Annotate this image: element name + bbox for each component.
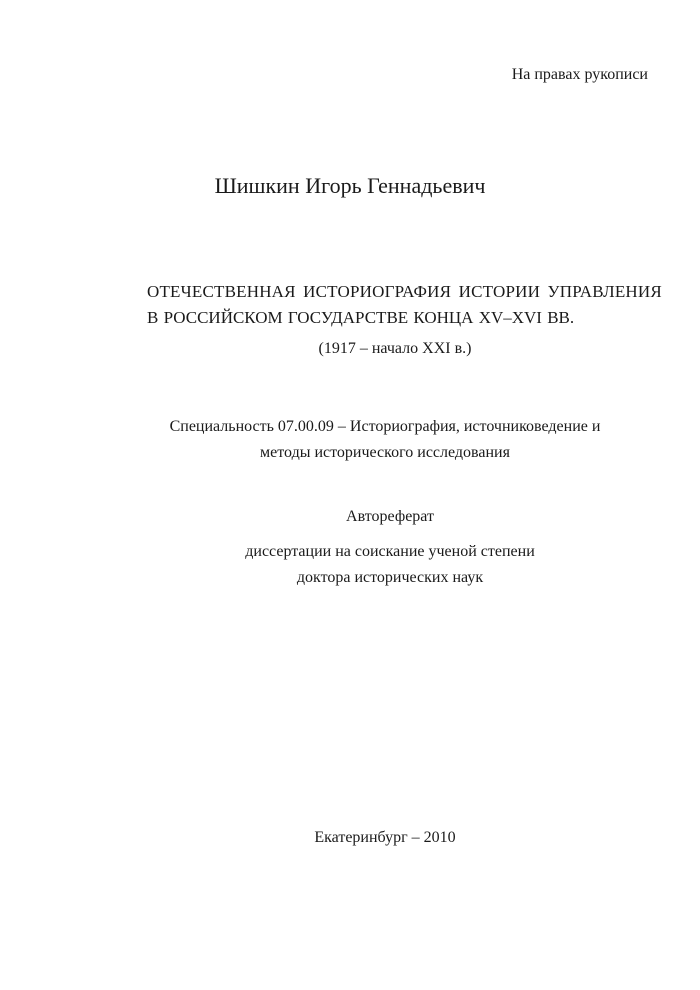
document-type-label: Автореферат bbox=[346, 508, 434, 525]
rights-note: На правах рукописи bbox=[511, 66, 648, 83]
city-year: Екатеринбург – 2010 bbox=[314, 829, 456, 846]
degree-purpose-line-2: доктора исторических наук bbox=[296, 569, 484, 586]
dissertation-title-line-1: ОТЕЧЕСТВЕННАЯ ИСТОРИОГРАФИЯ ИСТОРИИ УПРАВЛЕНИЯ bbox=[147, 282, 662, 301]
dissertation-title-period: (1917 – начало XXI в.) bbox=[318, 340, 472, 357]
specialty-line-2: методы исторического исследования bbox=[260, 444, 510, 461]
specialty-line-1: Специальность 07.00.09 – Историография, источниковедение и bbox=[169, 418, 601, 435]
dissertation-title-line-2: В РОССИЙСКОМ ГОСУДАРСТВЕ КОНЦА XV–XVI ВВ. bbox=[147, 308, 575, 327]
degree-purpose-line-1: диссертации на соискание ученой степени bbox=[245, 543, 535, 560]
author-name: Шишкин Игорь Геннадьевич bbox=[214, 173, 486, 198]
